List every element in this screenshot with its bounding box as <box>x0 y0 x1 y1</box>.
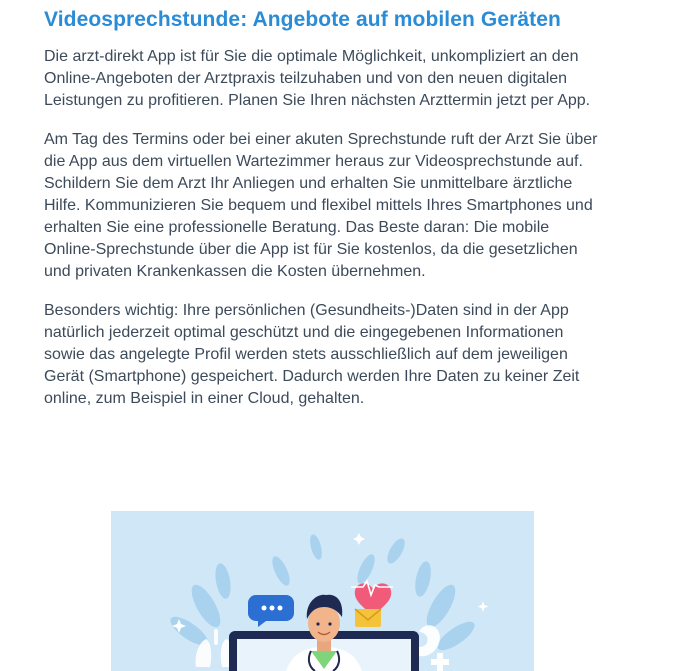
envelope-icon <box>355 609 381 627</box>
intro-paragraph: Die arzt-direkt App ist für Sie die optimale Möglichkeit, unkompliziert an den Online-Angeboten der Arztpraxis teilzuhaben und von den neuen digitalen Leistungen zu profitieren. Planen Sie Ihren nächsten Arzttermin jetzt per App. <box>44 48 591 109</box>
consultation-paragraph: Am Tag des Termins oder bei einer akuten Sprechstunde ruft der Arzt Sie über die App aus dem virtuellen Wartezimmer heraus zur Videosprechstunde auf. Schildern Sie dem Arzt Ihr Anliegen und erhalten Sie unmittelbare ärztliche Hilfe. Kommunizieren Sie bequem und flexibel mittels Ihres Smartphones und erhalten Sie eine professionelle Beratung. Das Beste daran: Die mobile Online-Sprechstunde über die App ist für Sie kostenlos, da die gesetzlichen und privaten Krankenkassen die Kosten übernehmen. <box>44 131 598 280</box>
article-section <box>44 6 604 427</box>
doctor-video-consultation-illustration <box>111 511 534 671</box>
privacy-paragraph: Besonders wichtig: Ihre persönlichen (Gesundheits-)Daten sind in der App natürlich jederzeit optimal geschützt und die eingegebenen Informationen sowie das angelegte Profil werden stets ausschließlich auf dem jeweiligen Gerät (Smartphone) gespeichert. Dadurch werden Ihre Daten zu keiner Zeit online, zum Beispiel in einer Cloud, gehalten. <box>44 302 580 407</box>
chat-bubble-icon <box>248 595 294 627</box>
medical-cross-icon <box>431 653 449 671</box>
page-title: Videosprechstunde: Angebote auf mobilen Geräten <box>44 8 561 31</box>
